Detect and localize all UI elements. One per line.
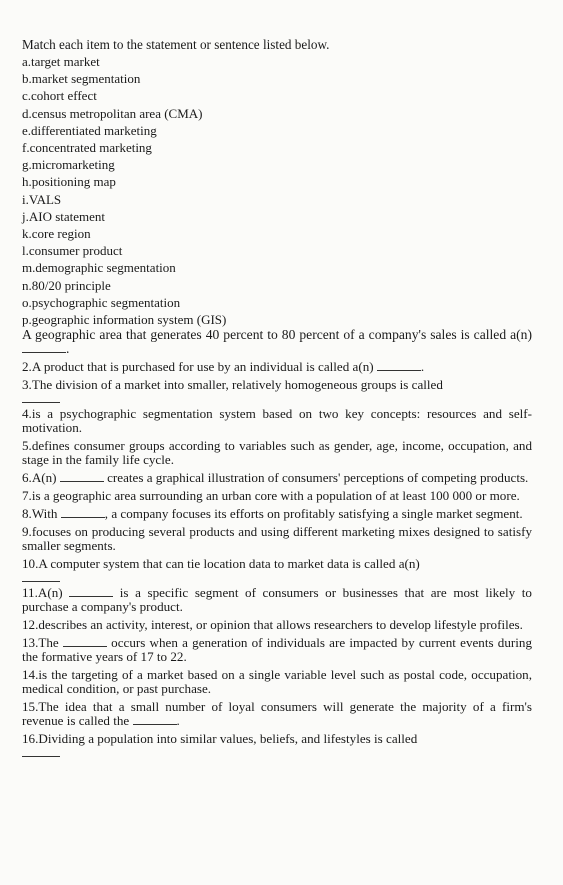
- question-text: A geographic area that generates 40 percent to 80 percent of a company's sales is called a(n): [22, 327, 532, 343]
- option-item: g.micromarketing: [22, 157, 115, 173]
- question-item: [22, 525, 532, 553]
- question-item: [22, 586, 532, 614]
- question-text: occurs when a generation of individuals are impacted by current events during the formative years of 17 to 22.: [22, 634, 532, 665]
- option-item: k.core region: [22, 226, 91, 242]
- question-item: [22, 507, 532, 521]
- question-text: 11.A(n): [22, 584, 63, 600]
- answer-blank: [63, 636, 107, 647]
- option-item: a.target market: [22, 54, 100, 69]
- question-text: .: [420, 359, 425, 375]
- answer-blank: [133, 714, 177, 725]
- option-list: [22, 53, 532, 328]
- question-text: 2.A product that is purchased for use by an individual is called a(n): [22, 359, 374, 375]
- question-text: is a specific segment of consumers or businesses that are most likely to purchase a company's product.: [22, 584, 532, 615]
- answer-blank: [69, 586, 113, 597]
- answer-blank: [377, 360, 421, 371]
- instruction-text: Match each item to the statement or sentence listed below.: [22, 37, 330, 52]
- option-item: i.VALS: [22, 191, 62, 207]
- question-item: [22, 618, 532, 632]
- option-item: d.census metropolitan area (CMA): [22, 105, 203, 121]
- option-item: h.positioning map: [22, 174, 116, 190]
- question-text: 4.is a psychographic segmentation system based on two key concepts: resources and self-motivation.: [22, 406, 532, 436]
- option-item: f.concentrated marketing: [22, 140, 152, 156]
- question-item: [22, 328, 532, 356]
- option-item: n.80/20 principle: [22, 277, 111, 293]
- question-item: [22, 557, 532, 582]
- question-item: [22, 471, 532, 485]
- option-item: o.psychographic segmentation: [22, 294, 181, 310]
- question-text: 15.The idea that a small number of loyal consumers will generate the majority of a firm's revenue is called the: [22, 699, 532, 729]
- option-item: c.cohort effect: [22, 88, 97, 104]
- option-item: j.AIO statement: [22, 208, 106, 224]
- question-list: [22, 328, 532, 757]
- question-text: , a company focuses its efforts on profitably satisfying a single market segment.: [104, 506, 523, 522]
- question-item: [22, 636, 532, 664]
- option-item: p.geographic information system (GIS): [22, 312, 227, 328]
- answer-blank: [22, 392, 60, 403]
- answer-blank: [22, 746, 60, 757]
- question-text: 14.is the targeting of a market based on a single variable level such as postal code, occupation, medical condition, or past purchase.: [22, 667, 532, 697]
- question-item: [22, 360, 532, 374]
- question-text: 9.focuses on producing several products and using different marketing mixes designed to satisfy smaller segments.: [22, 523, 532, 554]
- question-text: 13.The: [22, 634, 59, 650]
- option-item: l.consumer product: [22, 243, 123, 259]
- question-text: .: [176, 713, 180, 729]
- question-text: 12.describes an activity, interest, or opinion that allows researchers to develop lifestyle profiles.: [22, 617, 523, 633]
- question-text: 3.The division of a market into smaller, relatively homogeneous groups is called: [22, 377, 443, 393]
- option-item: e.differentiated marketing: [22, 122, 157, 138]
- question-text: 8.With: [22, 506, 58, 522]
- question-item: [22, 668, 532, 696]
- question-text: .: [66, 341, 70, 357]
- answer-blank: [60, 471, 104, 482]
- worksheet: [22, 36, 532, 761]
- option-item: b.market segmentation: [22, 71, 141, 87]
- question-item: [22, 489, 532, 503]
- answer-blank: [61, 507, 105, 518]
- question-text: 6.A(n): [22, 470, 57, 486]
- question-text: 10.A computer system that can tie location data to market data is called a(n): [22, 556, 420, 572]
- question-item: [22, 732, 532, 757]
- question-item: [22, 439, 532, 467]
- option-item: m.demographic segmentation: [22, 260, 176, 276]
- question-text: 7.is a geographic area surrounding an urban core with a population of at least 100 000 or more.: [22, 488, 520, 504]
- answer-blank: [22, 571, 60, 582]
- question-text: creates a graphical illustration of consumers' perceptions of competing products.: [107, 470, 529, 486]
- question-text: 16.Dividing a population into similar values, beliefs, and lifestyles is called: [22, 731, 418, 747]
- question-text: 5.defines consumer groups according to variables such as gender, age, income, occupation, and stage in the family life cycle.: [22, 438, 532, 468]
- question-item: [22, 407, 532, 435]
- answer-blank: [22, 342, 66, 353]
- question-item: [22, 700, 532, 728]
- question-item: [22, 378, 532, 403]
